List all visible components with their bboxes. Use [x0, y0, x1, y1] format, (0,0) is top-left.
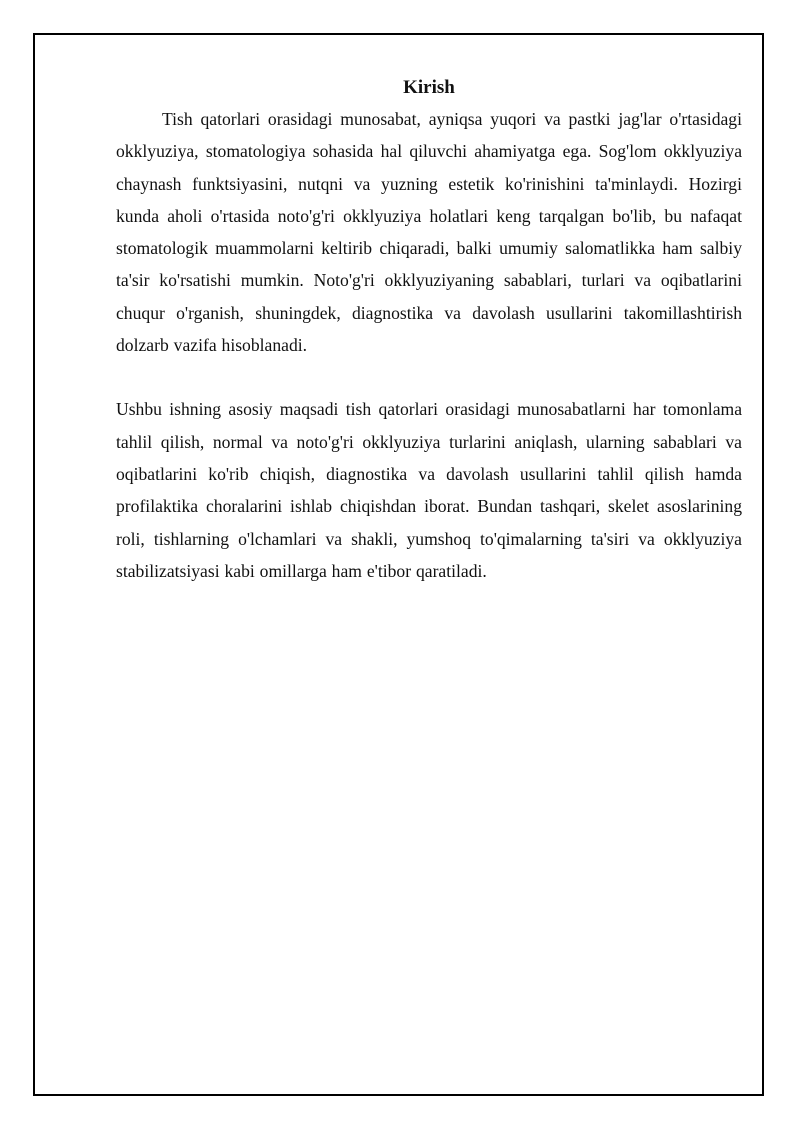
document-title: Kirish — [403, 77, 455, 98]
paragraph-goal: Ushbu ishning asosiy maqsadi tish qatorlari orasidagi munosabatlarni har tomonlama tahlil qilish, normal va noto'g'ri okklyuziya turlarini aniqlash, ularning sabablari va oqibatlarini ko'rib chiqish, diagnostika va davolash usullarini tahlil qilish hamda profilaktika choralarini ishlab chiqishdan iborat. Bundan tashqari, skelet asoslarining roli, tishlarning o'lchamlari va shakli, yumshoq to'qimalarning ta'siri va okklyuziya stabilizatsiyasi kabi omillarga ham e'tibor qaratiladi. — [116, 399, 742, 581]
paragraph-intro: Tish qatorlari orasidagi munosabat, ayniqsa yuqori va pastki jag'lar o'rtasidagi okklyuziya, stomatologiya sohasida hal qiluvchi ahamiyatga ega. Sog'lom okklyuziya chaynash funktsiyasini, nutqni va yuzning estetik ko'rinishini ta'minlaydi. Hozirgi kunda aholi o'rtasida noto'g'ri okklyuziya holatlari keng tarqalgan bo'lib, bu nafaqat stomatologik muammolarni keltirib chiqaradi, balki umumiy salomatlikka ham salbiy ta'sir ko'rsatishi mumkin. Noto'g'ri okklyuziyaning sabablari, turlari va oqibatlarini chuqur o'rganish, shuningdek, diagnostika va davolash usullarini takomillashtirish dolzarb vazifa hisoblanadi. — [116, 109, 742, 356]
paragraph-spacer — [116, 361, 742, 393]
document-body — [116, 74, 742, 587]
